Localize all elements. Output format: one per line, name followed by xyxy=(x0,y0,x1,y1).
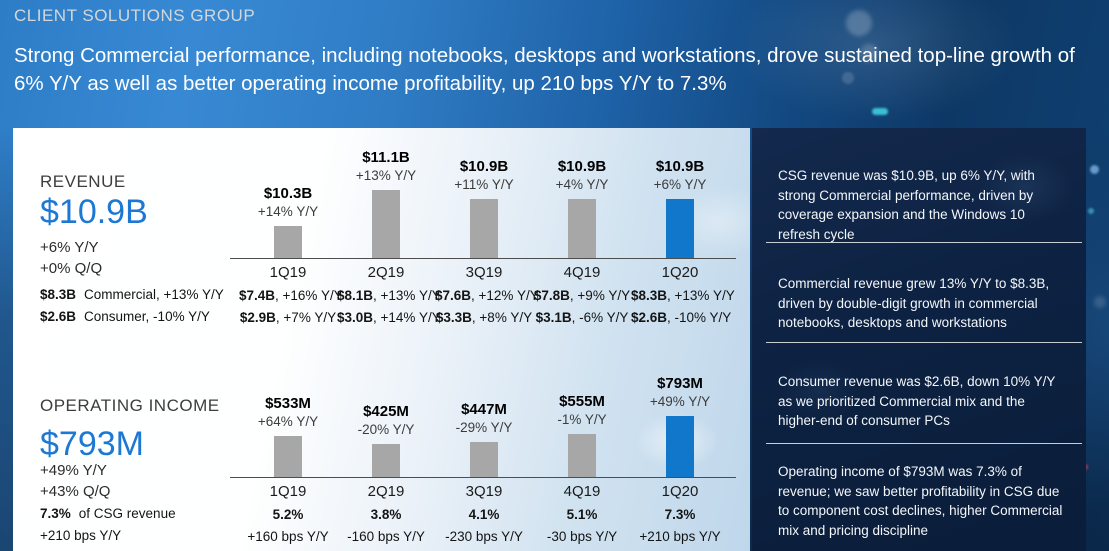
chart-column-4Q19 xyxy=(533,393,631,477)
operating-income-qoq-change: +43% Q/Q xyxy=(40,483,111,500)
bar-value-label: $793M xyxy=(657,375,703,392)
text-segment: Consumer, -10% Y/Y xyxy=(84,309,210,324)
commentary-note-2: Commercial revenue grew 13% Y/Y to $8.3B, driven by double-digit growth in commercial notebooks, desktops and workstations xyxy=(778,276,1050,330)
text-segment: , +7% Y/Y xyxy=(275,310,337,325)
text-segment: $7.4B xyxy=(239,288,276,303)
operating-income-headline-value: $793M xyxy=(40,425,144,463)
bar-growth-label: +4% Y/Y xyxy=(555,177,609,192)
revenue-yoy-change: +6% Y/Y xyxy=(40,239,99,256)
bar-value-label: $533M xyxy=(265,395,311,412)
margin-percent-row xyxy=(239,507,729,522)
text-segment: $3.1B xyxy=(535,310,572,325)
chart-column-2Q19 xyxy=(337,403,435,477)
page-subtitle xyxy=(14,42,1104,97)
commentary-panel xyxy=(752,128,1086,551)
text-segment: $2.6B xyxy=(631,310,668,325)
text-segment: $3.3B xyxy=(435,310,472,325)
bar-1Q19 xyxy=(274,436,302,477)
quarter-label: 2Q19 xyxy=(367,483,405,500)
text-segment: 4.1% xyxy=(468,507,500,522)
bar-growth-label: +64% Y/Y xyxy=(257,414,319,429)
bar-growth-label: +13% Y/Y xyxy=(355,168,417,183)
operating-income-section-title: OPERATING INCOME xyxy=(40,396,220,415)
revenue-qoq-change: +0% Q/Q xyxy=(40,260,103,277)
text-segment: $7.8B xyxy=(533,288,570,303)
quarter-label: 3Q19 xyxy=(465,264,503,281)
text-segment: , +12% Y/Y xyxy=(471,288,539,303)
text-segment: +210 bps Y/Y xyxy=(639,529,721,544)
text-segment: , +9% Y/Y xyxy=(569,288,631,303)
text-segment: , -10% Y/Y xyxy=(667,310,732,325)
metrics-panel xyxy=(13,128,750,551)
commentary-divider xyxy=(766,342,1082,343)
text-segment: , +13% Y/Y xyxy=(667,288,735,303)
bar-value-label: $10.3B xyxy=(263,185,313,202)
text-segment: , +14% Y/Y xyxy=(373,310,441,325)
quarter-label: 1Q19 xyxy=(269,264,307,281)
text-segment: $3.0B xyxy=(337,310,374,325)
commentary-note-1: CSG revenue was $10.9B, up 6% Y/Y, with strong Commercial performance, driven by coverage expansion and the Windows 10 refresh cycle xyxy=(778,168,1035,242)
text-segment: 5.2% xyxy=(272,507,304,522)
bar-value-label: $10.9B xyxy=(557,158,607,175)
bar-growth-label: +49% Y/Y xyxy=(649,394,711,409)
text-segment: 5.1% xyxy=(566,507,598,522)
operating-margin-summary xyxy=(40,506,176,521)
text-segment: 7.3% xyxy=(40,506,71,521)
text-segment: , +13% Y/Y xyxy=(373,288,441,303)
bar-value-label: $555M xyxy=(559,393,605,410)
bar-growth-label: +14% Y/Y xyxy=(257,204,319,219)
operating-margin-change xyxy=(40,528,121,543)
bar-value-label: $10.9B xyxy=(459,158,509,175)
bokeh-light-icon xyxy=(846,10,872,36)
text-segment: 3.8% xyxy=(370,507,402,522)
x-axis-line xyxy=(230,477,736,478)
commentary-note-4: Operating income of $793M was 7.3% of revenue; we saw better profitability in CSG due to component cost declines, higher Commercial mix and pricing discipline xyxy=(778,464,1063,538)
revenue-headline-value: $10.9B xyxy=(40,193,148,231)
server-led-icon xyxy=(1090,165,1099,174)
bar-plot xyxy=(239,365,729,477)
margin-bps-cell xyxy=(533,529,631,544)
quarter-label: 4Q19 xyxy=(563,264,601,281)
margin-percent-cell xyxy=(631,507,729,522)
margin-bps-cell xyxy=(631,529,729,544)
text-segment: -30 bps Y/Y xyxy=(546,529,618,544)
bokeh-light-icon xyxy=(1094,296,1106,308)
commentary-divider xyxy=(766,242,1082,243)
revenue-commercial-summary xyxy=(40,287,224,302)
text-segment: Commercial, +13% Y/Y xyxy=(84,287,224,302)
bar-value-label: $11.1B xyxy=(362,149,410,166)
server-led-icon xyxy=(872,108,888,115)
revenue-consumer-summary xyxy=(40,309,210,324)
bar-value-label: $447M xyxy=(461,401,507,418)
page-title: CLIENT SOLUTIONS GROUP xyxy=(14,6,256,25)
text-segment: $8.3B xyxy=(40,287,77,302)
bar-growth-label: -29% Y/Y xyxy=(455,420,513,435)
bar-growth-label: -20% Y/Y xyxy=(357,422,415,437)
quarter-label: 4Q19 xyxy=(563,483,601,500)
text-segment: $8.3B xyxy=(631,288,668,303)
bar-value-label: $10.9B xyxy=(655,158,705,175)
margin-bps-cell xyxy=(435,529,533,544)
chart-column-1Q20 xyxy=(631,375,729,477)
text-segment: +210 bps Y/Y xyxy=(40,528,122,543)
chart-column-3Q19 xyxy=(435,401,533,477)
text-segment: +160 bps Y/Y xyxy=(247,529,329,544)
commentary-divider xyxy=(766,443,1082,444)
quarter-label: 1Q20 xyxy=(661,264,699,281)
margin-bps-row xyxy=(239,529,729,544)
margin-percent-cell xyxy=(239,507,337,522)
text-segment: $8.1B xyxy=(337,288,374,303)
bar-growth-label: +11% Y/Y xyxy=(454,177,514,192)
text-segment: , -6% Y/Y xyxy=(571,310,629,325)
bar-1Q20 xyxy=(666,416,694,477)
margin-percent-cell xyxy=(533,507,631,522)
quarter-label: 2Q19 xyxy=(367,264,405,281)
operating-income-bar-chart xyxy=(239,128,732,551)
subtitle-line-2: 6% Y/Y as well as better operating income profitability, up 210 bps Y/Y to 7.3% xyxy=(14,71,727,95)
text-segment: , +16% Y/Y xyxy=(275,288,343,303)
bar-growth-label: +6% Y/Y xyxy=(653,177,707,192)
text-segment: $7.6B xyxy=(435,288,472,303)
margin-percent-cell xyxy=(435,507,533,522)
subtitle-line-1: Strong Commercial performance, including notebooks, desktops and workstations, drove sustained top-line growth of xyxy=(14,44,1075,67)
operating-income-yoy-change: +49% Y/Y xyxy=(40,462,107,479)
margin-bps-cell xyxy=(337,529,435,544)
quarter-label: 3Q19 xyxy=(465,483,503,500)
chart-column-1Q19 xyxy=(239,395,337,477)
quarter-label-row xyxy=(239,483,729,500)
bar-3Q19 xyxy=(470,442,498,477)
quarter-label: 1Q20 xyxy=(661,483,699,500)
bar-growth-label: -1% Y/Y xyxy=(557,412,607,427)
margin-percent-cell xyxy=(337,507,435,522)
text-segment: of CSG revenue xyxy=(78,506,176,521)
commentary-note-3: Consumer revenue was $2.6B, down 10% Y/Y as we prioritized Commercial mix and the higher-end of consumer PCs xyxy=(778,374,1056,428)
revenue-section-title: REVENUE xyxy=(40,172,126,191)
text-segment: $2.9B xyxy=(239,310,276,325)
text-segment: -230 bps Y/Y xyxy=(445,529,523,544)
text-segment: $2.6B xyxy=(40,309,77,324)
text-segment: -160 bps Y/Y xyxy=(347,529,425,544)
bar-4Q19 xyxy=(568,434,596,477)
text-segment: 7.3% xyxy=(664,507,696,522)
margin-bps-cell xyxy=(239,529,337,544)
text-segment: , +8% Y/Y xyxy=(471,310,533,325)
bar-2Q19 xyxy=(372,444,400,477)
server-led-icon xyxy=(1088,208,1094,214)
quarter-label: 1Q19 xyxy=(269,483,307,500)
bar-value-label: $425M xyxy=(363,403,409,420)
